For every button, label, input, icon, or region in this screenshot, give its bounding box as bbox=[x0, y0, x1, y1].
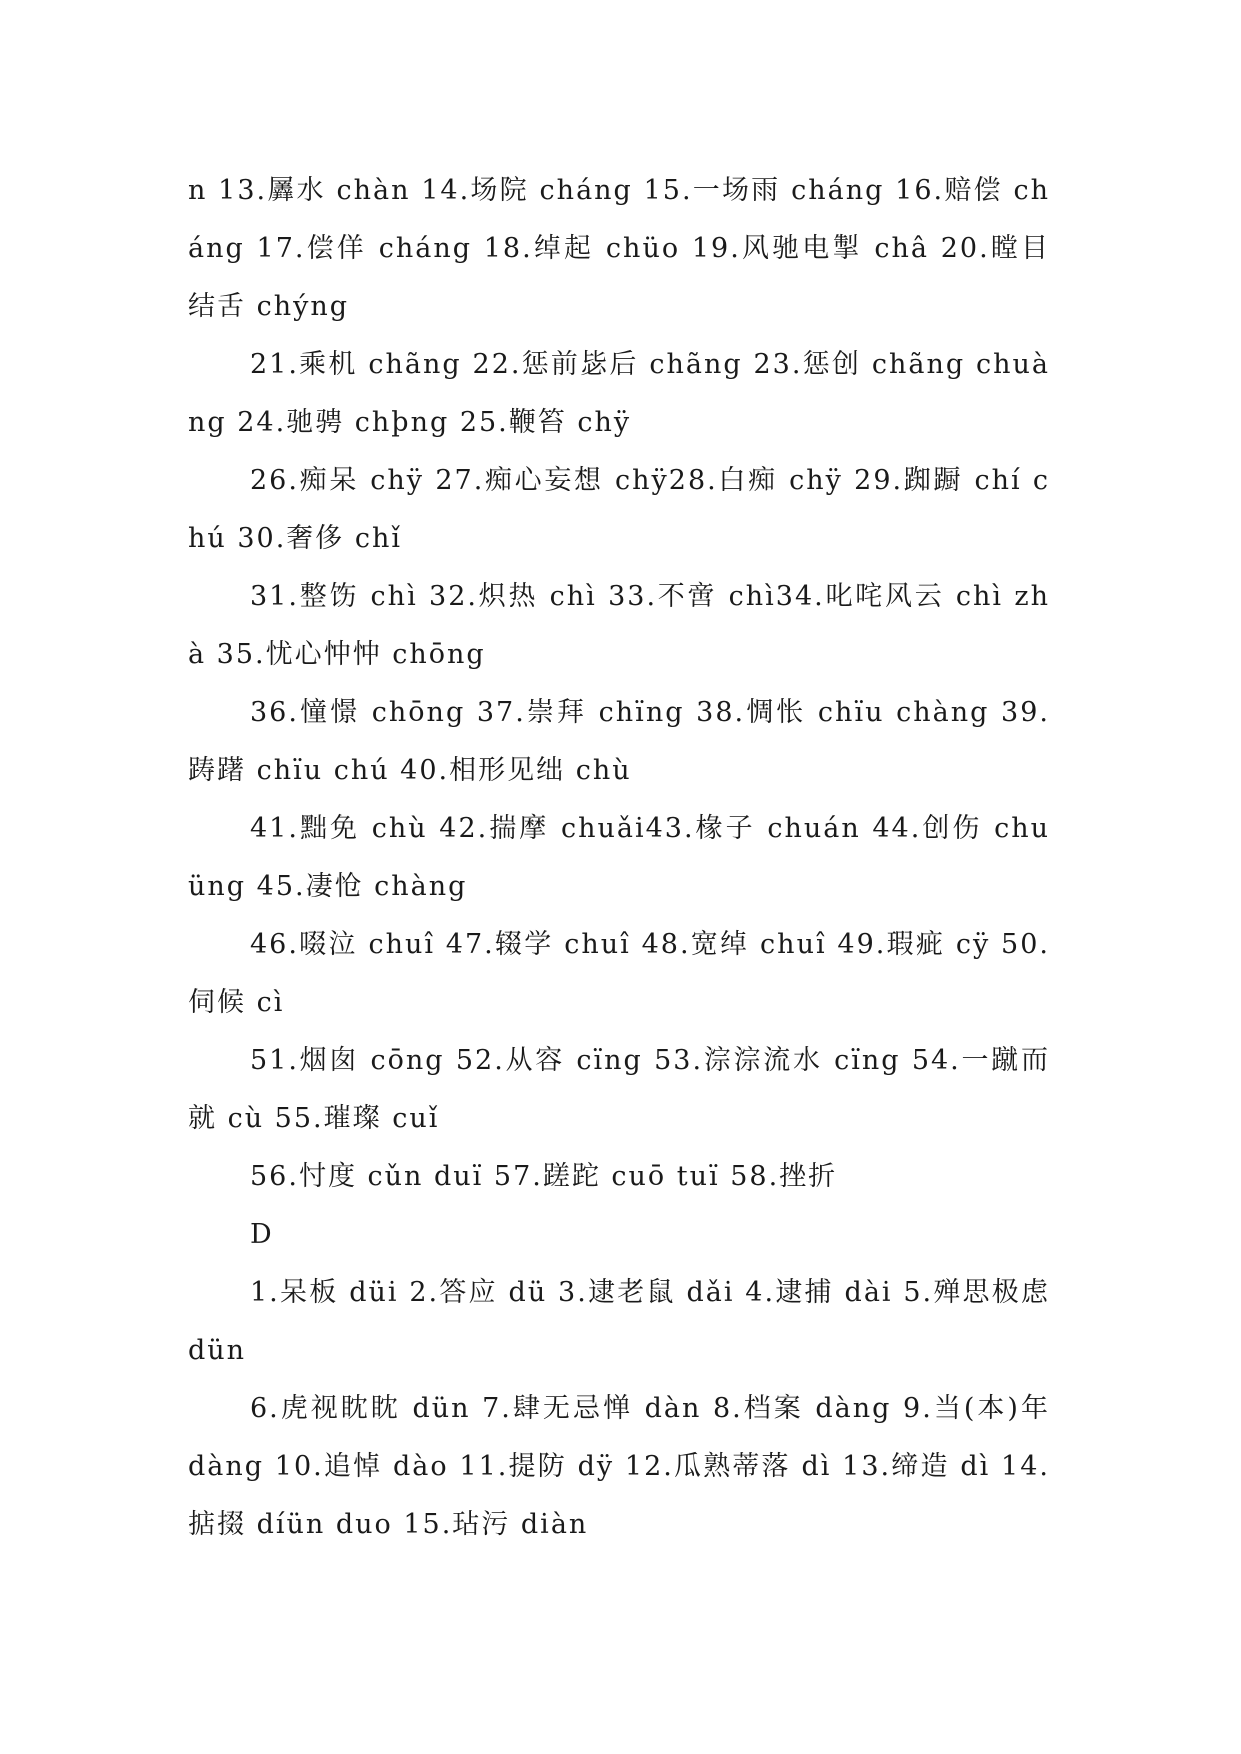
text-paragraph: 56.忖度 cǔn duï 57.蹉跎 cuō tuï 58.挫折 bbox=[250, 1161, 838, 1192]
document-page bbox=[188, 162, 1050, 1554]
text-paragraph: 51.烟囱 cōng 52.从容 cïng 53.淙淙流水 cïng 54.一蹴而就 cù 55.璀璨 cuǐ bbox=[188, 1045, 1050, 1134]
text-paragraph: 31.整饬 chì 32.炽热 chì 33.不啻 chì34.叱咤风云 chì zhà 35.忧心忡忡 chōng bbox=[188, 581, 1050, 670]
section-heading: D bbox=[250, 1219, 274, 1250]
text-paragraph: n 13.羼水 chàn 14.场院 cháng 15.一场雨 cháng 16.赔偿 cháng 17.偿佯 cháng 18.绰起 chüo 19.风驰电掣 châ 20.瞠目结舌 chýng bbox=[188, 175, 1050, 322]
text-paragraph: 46.啜泣 chuî 47.辍学 chuî 48.宽绰 chuî 49.瑕疵 cÿ 50.伺候 cì bbox=[188, 929, 1050, 1018]
text-paragraph: 41.黜免 chù 42.揣摩 chuǎi43.椽子 chuán 44.创伤 chuüng 45.凄怆 chàng bbox=[188, 813, 1050, 902]
text-paragraph: 6.虎视眈眈 dün 7.肆无忌惮 dàn 8.档案 dàng 9.当(本)年 dàng 10.追悼 dào 11.提防 dÿ 12.瓜熟蒂落 dì 13.缔造 dì 14.掂掇 díün duo 15.玷污 diàn bbox=[188, 1393, 1050, 1540]
text-paragraph: 1.呆板 düi 2.答应 dü 3.逮老鼠 dǎi 4.逮捕 dài 5.殚思极虑 dün bbox=[188, 1277, 1050, 1366]
text-paragraph: 36.憧憬 chōng 37.崇拜 chïng 38.惆怅 chïu chàng 39.踌躇 chïu chú 40.相形见绌 chù bbox=[188, 697, 1050, 786]
text-paragraph: 21.乘机 chãng 22.惩前毖后 chãng 23.惩创 chãng chuàng 24.驰骋 chþng 25.鞭笞 chÿ bbox=[188, 349, 1050, 438]
text-paragraph: 26.痴呆 chÿ 27.痴心妄想 chÿ28.白痴 chÿ 29.踟蹰 chí chú 30.奢侈 chǐ bbox=[188, 465, 1050, 554]
